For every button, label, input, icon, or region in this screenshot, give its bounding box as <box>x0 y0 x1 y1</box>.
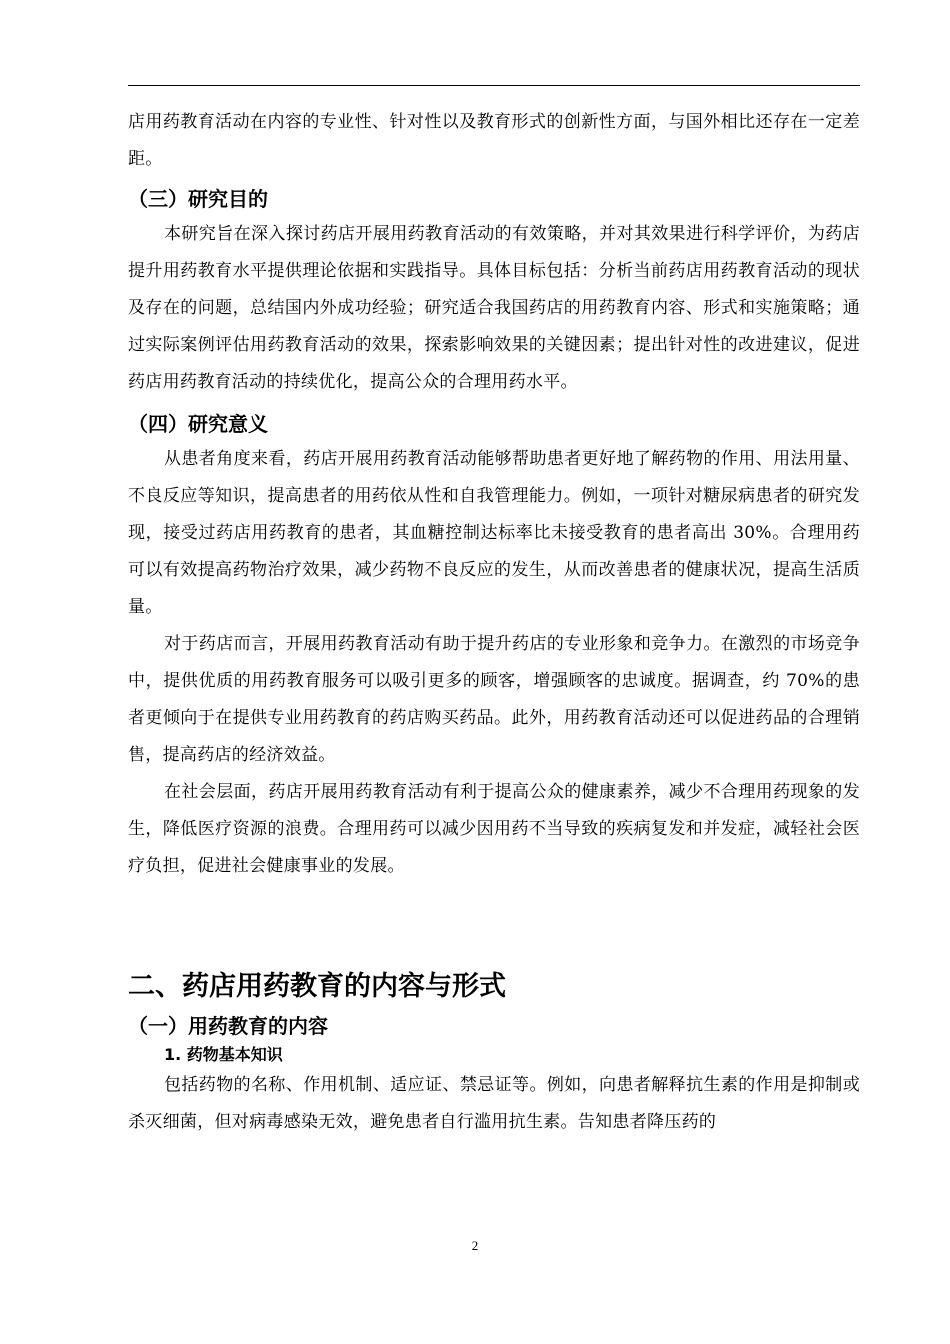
chapter-title: 二、药店用药教育的内容与形式 <box>128 971 506 1002</box>
paragraph-continued: 店用药教育活动在内容的专业性、针对性以及教育形式的创新性方面，与国外相比还存在一定差距。 <box>128 112 860 169</box>
page-number: 2 <box>471 1238 479 1253</box>
page-body <box>128 104 860 1141</box>
section-heading-research-purpose: （三）研究目的 <box>128 187 268 211</box>
paragraph-drug-basics: 包括药物的名称、作用机制、适应证、禁忌证等。例如，向患者解释抗生素的作用是抑制或杀灭细菌，但对病毒感染无效，避免患者自行滥用抗生素。告知患者降压药的 <box>128 1075 860 1132</box>
paragraph-purpose: 本研究旨在深入探讨药店开展用药教育活动的有效策略，并对其效果进行科学评价，为药店提升用药教育水平提供理论依据和实践指导。具体目标包括：分析当前药店用药教育活动的现状及存在的问题，总结国内外成功经验；研究适合我国药店的用药教育内容、形式和实施策略；通过实际案例评估用药教育活动的效果，探索影响效果的关键因素；提出针对性的改进建议，促进药店用药教育活动的持续优化，提高公众的合理用药水平。 <box>128 224 860 392</box>
paragraph-significance-patient: 从患者角度来看，药店开展用药教育活动能够帮助患者更好地了解药物的作用、用法用量、不良反应等知识，提高患者的用药依从性和自我管理能力。例如，一项针对糖尿病患者的研究发现，接受过药店用药教育的患者，其血糖控制达标率比未接受教育的患者高出 30%。合理用药可以有效提高药物治疗效果，减少药物不良反应的发生，从而改善患者的健康状况，提高生活质量。 <box>128 449 860 617</box>
section-heading-research-significance: （四）研究意义 <box>128 412 268 436</box>
subsection-heading-drug-basics: 1. 药物基本知识 <box>164 1045 283 1064</box>
section-heading-education-content: （一）用药教育的内容 <box>128 1014 328 1038</box>
paragraph-significance-society: 在社会层面，药店开展用药教育活动有利于提高公众的健康素养，减少不合理用药现象的发生，降低医疗资源的浪费。合理用药可以减少因用药不当导致的疾病复发和并发症，减轻社会医疗负担，促进社会健康事业的发展。 <box>128 782 860 876</box>
paragraph-significance-pharmacy: 对于药店而言，开展用药教育活动有助于提升药店的专业形象和竞争力。在激烈的市场竞争中，提供优质的用药教育服务可以吸引更多的顾客，增强顾客的忠诚度。据调查，约 70%的患者更倾向于在提供专业用药教育的药店购买药品。此外，用药教育活动还可以促进药品的合理销售，提高药店的经济效益。 <box>128 634 860 765</box>
header-rule <box>128 85 860 86</box>
